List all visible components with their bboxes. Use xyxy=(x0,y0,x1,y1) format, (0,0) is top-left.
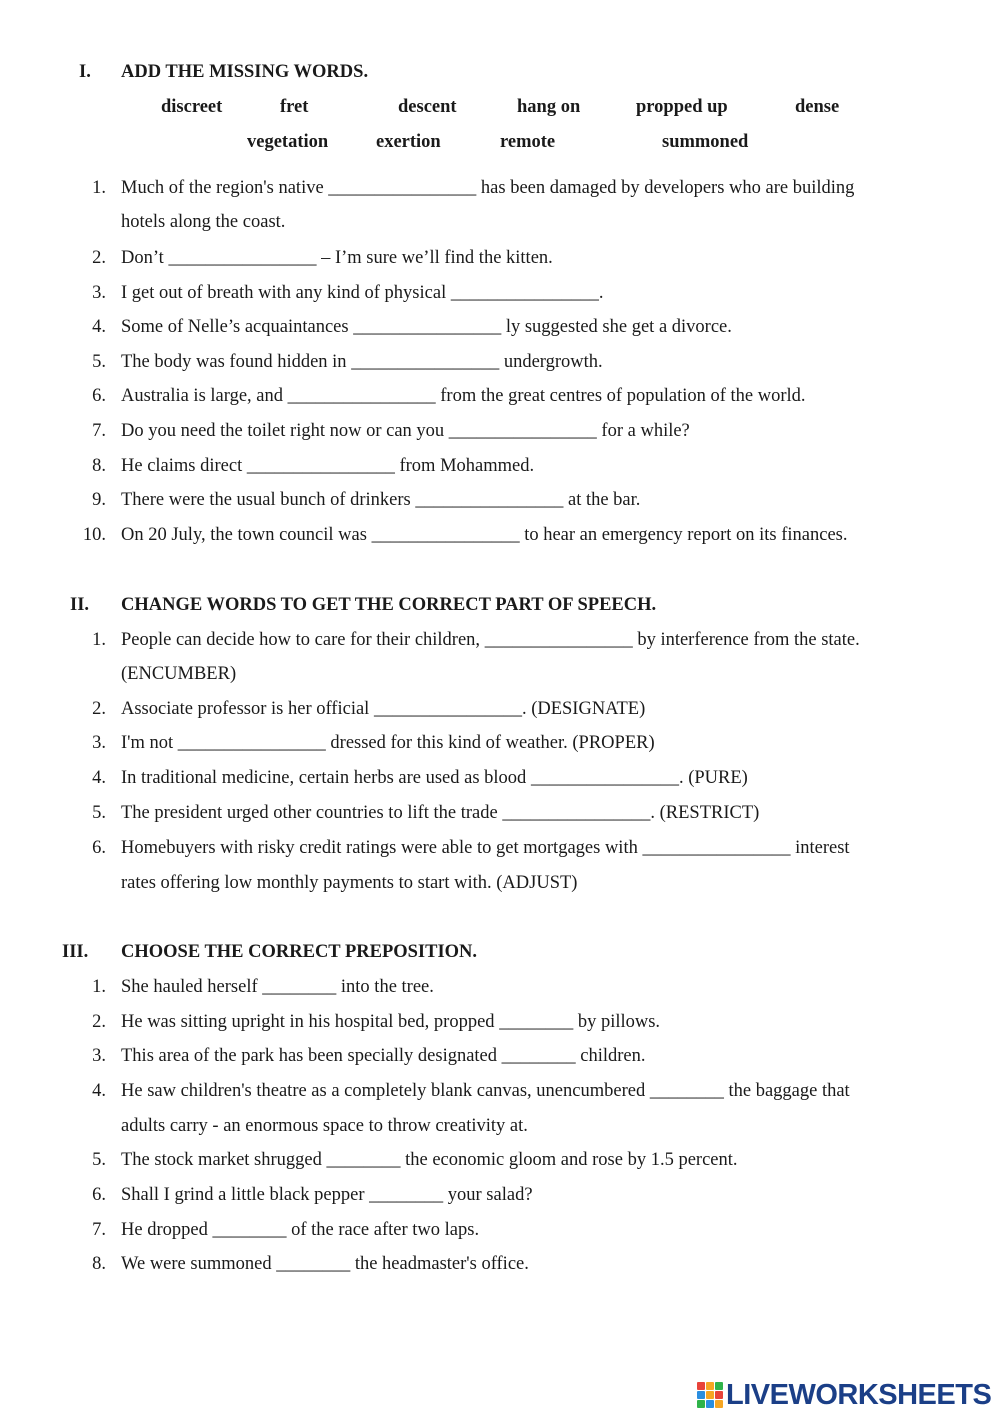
answer-blank[interactable]: ________________ xyxy=(502,803,651,823)
question-continuation: hotels along the coast. xyxy=(121,212,286,232)
question-number: 1. xyxy=(92,630,106,650)
question-number: 4. xyxy=(92,1081,106,1101)
question-number: 7. xyxy=(92,421,106,441)
question-number: 2. xyxy=(92,1012,106,1032)
answer-blank[interactable]: ________ xyxy=(212,1220,287,1240)
section1-title: ADD THE MISSING WORDS. xyxy=(121,62,369,82)
liveworksheets-mark-icon xyxy=(697,1382,723,1408)
section2-title: CHANGE WORDS TO GET THE CORRECT PART OF SPEECH. xyxy=(121,595,657,615)
question-number: 1. xyxy=(92,977,106,997)
answer-blank[interactable]: ________________ xyxy=(246,456,395,476)
question-text-after: from Mohammed. xyxy=(394,456,535,476)
question-line xyxy=(121,386,806,407)
question-line xyxy=(121,733,655,754)
question-text-after: the headmaster's office. xyxy=(350,1254,529,1274)
word-bank-item: summoned xyxy=(662,132,749,152)
question-number: 10. xyxy=(82,525,106,545)
question-line xyxy=(121,1081,850,1102)
section1-roman: I. xyxy=(79,62,91,82)
question-text-before: Homebuyers with risky credit ratings were able to get mortgages with xyxy=(121,838,643,858)
answer-blank[interactable]: ________ xyxy=(276,1254,351,1274)
question-text-after: of the race after two laps. xyxy=(286,1220,480,1240)
question-number: 2. xyxy=(92,248,106,268)
answer-blank[interactable]: ________ xyxy=(369,1185,444,1205)
question-line xyxy=(121,977,434,998)
question-text-after: ly suggested she get a divorce. xyxy=(501,317,732,337)
question-number: 3. xyxy=(92,733,106,753)
question-text-before: On 20 July, the town council was xyxy=(121,525,372,545)
word-bank-item: propped up xyxy=(636,97,728,117)
question-text-before: She hauled herself xyxy=(121,977,263,997)
answer-blank[interactable]: ________________ xyxy=(168,248,317,268)
question-text-after: the baggage that xyxy=(723,1081,850,1101)
question-line xyxy=(121,352,603,373)
word-bank-item: exertion xyxy=(376,132,441,152)
answer-blank[interactable]: ________________ xyxy=(448,421,597,441)
answer-blank[interactable]: ________________ xyxy=(287,386,436,406)
question-text-after: to hear an emergency report on its finances. xyxy=(519,525,848,545)
question-text-after: . xyxy=(598,283,604,303)
question-line xyxy=(121,317,732,338)
question-text-before: He saw children's theatre as a completely blank canvas, unencumbered xyxy=(121,1081,650,1101)
question-continuation: adults carry - an enormous space to throw creativity at. xyxy=(121,1116,528,1136)
question-number: 3. xyxy=(92,1046,106,1066)
answer-blank[interactable]: ________ xyxy=(649,1081,724,1101)
question-text-before: Associate professor is her official xyxy=(121,699,374,719)
answer-blank[interactable]: ________________ xyxy=(415,490,564,510)
question-number: 3. xyxy=(92,283,106,303)
answer-blank[interactable]: ________ xyxy=(326,1150,401,1170)
question-number: 6. xyxy=(92,1185,106,1205)
liveworksheets-logo xyxy=(697,1378,991,1412)
question-text-after: undergrowth. xyxy=(499,352,603,372)
question-text-after: dressed for this kind of weather. (PROPER) xyxy=(325,733,655,753)
question-text-before: In traditional medicine, certain herbs are used as blood xyxy=(121,768,531,788)
answer-blank[interactable]: ________ xyxy=(262,977,337,997)
question-text-before: There were the usual bunch of drinkers xyxy=(121,490,416,510)
question-line xyxy=(121,490,640,511)
question-text-before: The president urged other countries to lift the trade xyxy=(121,803,503,823)
question-text-after: has been damaged by developers who are building xyxy=(476,178,855,198)
question-text-after: the economic gloom and rose by 1.5 percent. xyxy=(400,1150,738,1170)
question-line xyxy=(121,1185,533,1206)
word-bank-item: remote xyxy=(500,132,556,152)
answer-blank[interactable]: ________________ xyxy=(328,178,477,198)
question-text-after: for a while? xyxy=(596,421,690,441)
question-text-after: your salad? xyxy=(443,1185,533,1205)
word-bank-item: vegetation xyxy=(247,132,329,152)
question-text-after: . (DESIGNATE) xyxy=(521,699,646,719)
question-text-after: . (RESTRICT) xyxy=(650,803,760,823)
question-line xyxy=(121,1046,646,1067)
question-number: 4. xyxy=(92,317,106,337)
section2-roman: II. xyxy=(70,595,90,615)
word-bank-item: hang on xyxy=(517,97,581,117)
question-text-before: Shall I grind a little black pepper xyxy=(121,1185,370,1205)
question-text-before: The body was found hidden in xyxy=(121,352,352,372)
question-text-before: I'm not xyxy=(121,733,178,753)
answer-blank[interactable]: ________________ xyxy=(351,352,500,372)
question-line xyxy=(121,1012,660,1033)
word-bank-item: fret xyxy=(280,97,309,117)
question-text-before: Do you need the toilet right now or can you xyxy=(121,421,449,441)
question-text-after: from the great centres of population of the world. xyxy=(435,386,806,406)
question-number: 7. xyxy=(92,1220,106,1240)
question-text-before: He claims direct xyxy=(121,456,247,476)
question-text-before: People can decide how to care for their children, xyxy=(121,630,485,650)
question-line xyxy=(121,630,860,651)
question-line xyxy=(121,525,847,546)
question-text-before: Some of Nelle’s acquaintances xyxy=(121,317,354,337)
word-bank-item: descent xyxy=(398,97,457,117)
question-continuation: (ENCUMBER) xyxy=(121,664,237,684)
section3-title: CHOOSE THE CORRECT PREPOSITION. xyxy=(121,942,478,962)
question-number: 4. xyxy=(92,768,106,788)
question-line xyxy=(121,803,759,824)
question-text-before: Much of the region's native xyxy=(121,178,329,198)
question-line xyxy=(121,768,748,789)
question-text-before: He was sitting upright in his hospital bed, propped xyxy=(121,1012,500,1032)
question-line xyxy=(121,421,690,442)
question-text-after: into the tree. xyxy=(336,977,434,997)
question-text-after: . (PURE) xyxy=(678,768,748,788)
word-bank-item: discreet xyxy=(161,97,223,117)
question-line xyxy=(121,248,553,269)
answer-blank[interactable]: ________________ xyxy=(353,317,502,337)
question-text-before: This area of the park has been specially designated xyxy=(121,1046,502,1066)
question-text-before: I get out of breath with any kind of physical xyxy=(121,283,451,303)
question-number: 6. xyxy=(92,838,106,858)
question-continuation: rates offering low monthly payments to start with. (ADJUST) xyxy=(121,873,578,893)
question-number: 8. xyxy=(92,1254,106,1274)
question-text-before: The stock market shrugged xyxy=(121,1150,327,1170)
question-number: 5. xyxy=(92,1150,106,1170)
question-text-before: Don’t xyxy=(121,248,169,268)
answer-blank[interactable]: ________________ xyxy=(642,838,791,858)
question-line xyxy=(121,838,850,859)
question-text-before: Australia is large, and xyxy=(121,386,288,406)
word-bank-item: dense xyxy=(795,97,840,117)
question-line xyxy=(121,178,854,199)
answer-blank[interactable]: ________________ xyxy=(450,283,599,303)
answer-blank[interactable]: ________________ xyxy=(177,733,326,753)
question-text-before: He dropped xyxy=(121,1220,213,1240)
question-line xyxy=(121,456,534,477)
question-text-after: by pillows. xyxy=(573,1012,661,1032)
answer-blank[interactable]: ________________ xyxy=(484,630,633,650)
question-line xyxy=(121,283,603,304)
answer-blank[interactable]: ________________ xyxy=(371,525,520,545)
liveworksheets-brand: LIVEWORKSHEETS xyxy=(726,1378,992,1411)
question-text-after: – I’m sure we’ll find the kitten. xyxy=(316,248,553,268)
answer-blank[interactable]: ________________ xyxy=(373,699,522,719)
question-text-after: children. xyxy=(575,1046,646,1066)
question-line xyxy=(121,1254,529,1275)
question-text-after: at the bar. xyxy=(563,490,641,510)
question-text-after: by interference from the state. xyxy=(632,630,860,650)
question-number: 2. xyxy=(92,699,106,719)
question-number: 1. xyxy=(92,178,106,198)
question-line xyxy=(121,1150,738,1171)
question-line xyxy=(121,1220,479,1241)
section3-roman: III. xyxy=(62,942,89,962)
question-number: 5. xyxy=(92,352,106,372)
question-line xyxy=(121,699,645,720)
answer-blank[interactable]: ________ xyxy=(501,1046,576,1066)
question-text-before: We were summoned xyxy=(121,1254,277,1274)
question-number: 6. xyxy=(92,386,106,406)
question-number: 5. xyxy=(92,803,106,823)
answer-blank[interactable]: ________________ xyxy=(530,768,679,788)
question-text-after: interest xyxy=(790,838,850,858)
answer-blank[interactable]: ________ xyxy=(499,1012,574,1032)
question-number: 8. xyxy=(92,456,106,476)
question-number: 9. xyxy=(92,490,106,510)
